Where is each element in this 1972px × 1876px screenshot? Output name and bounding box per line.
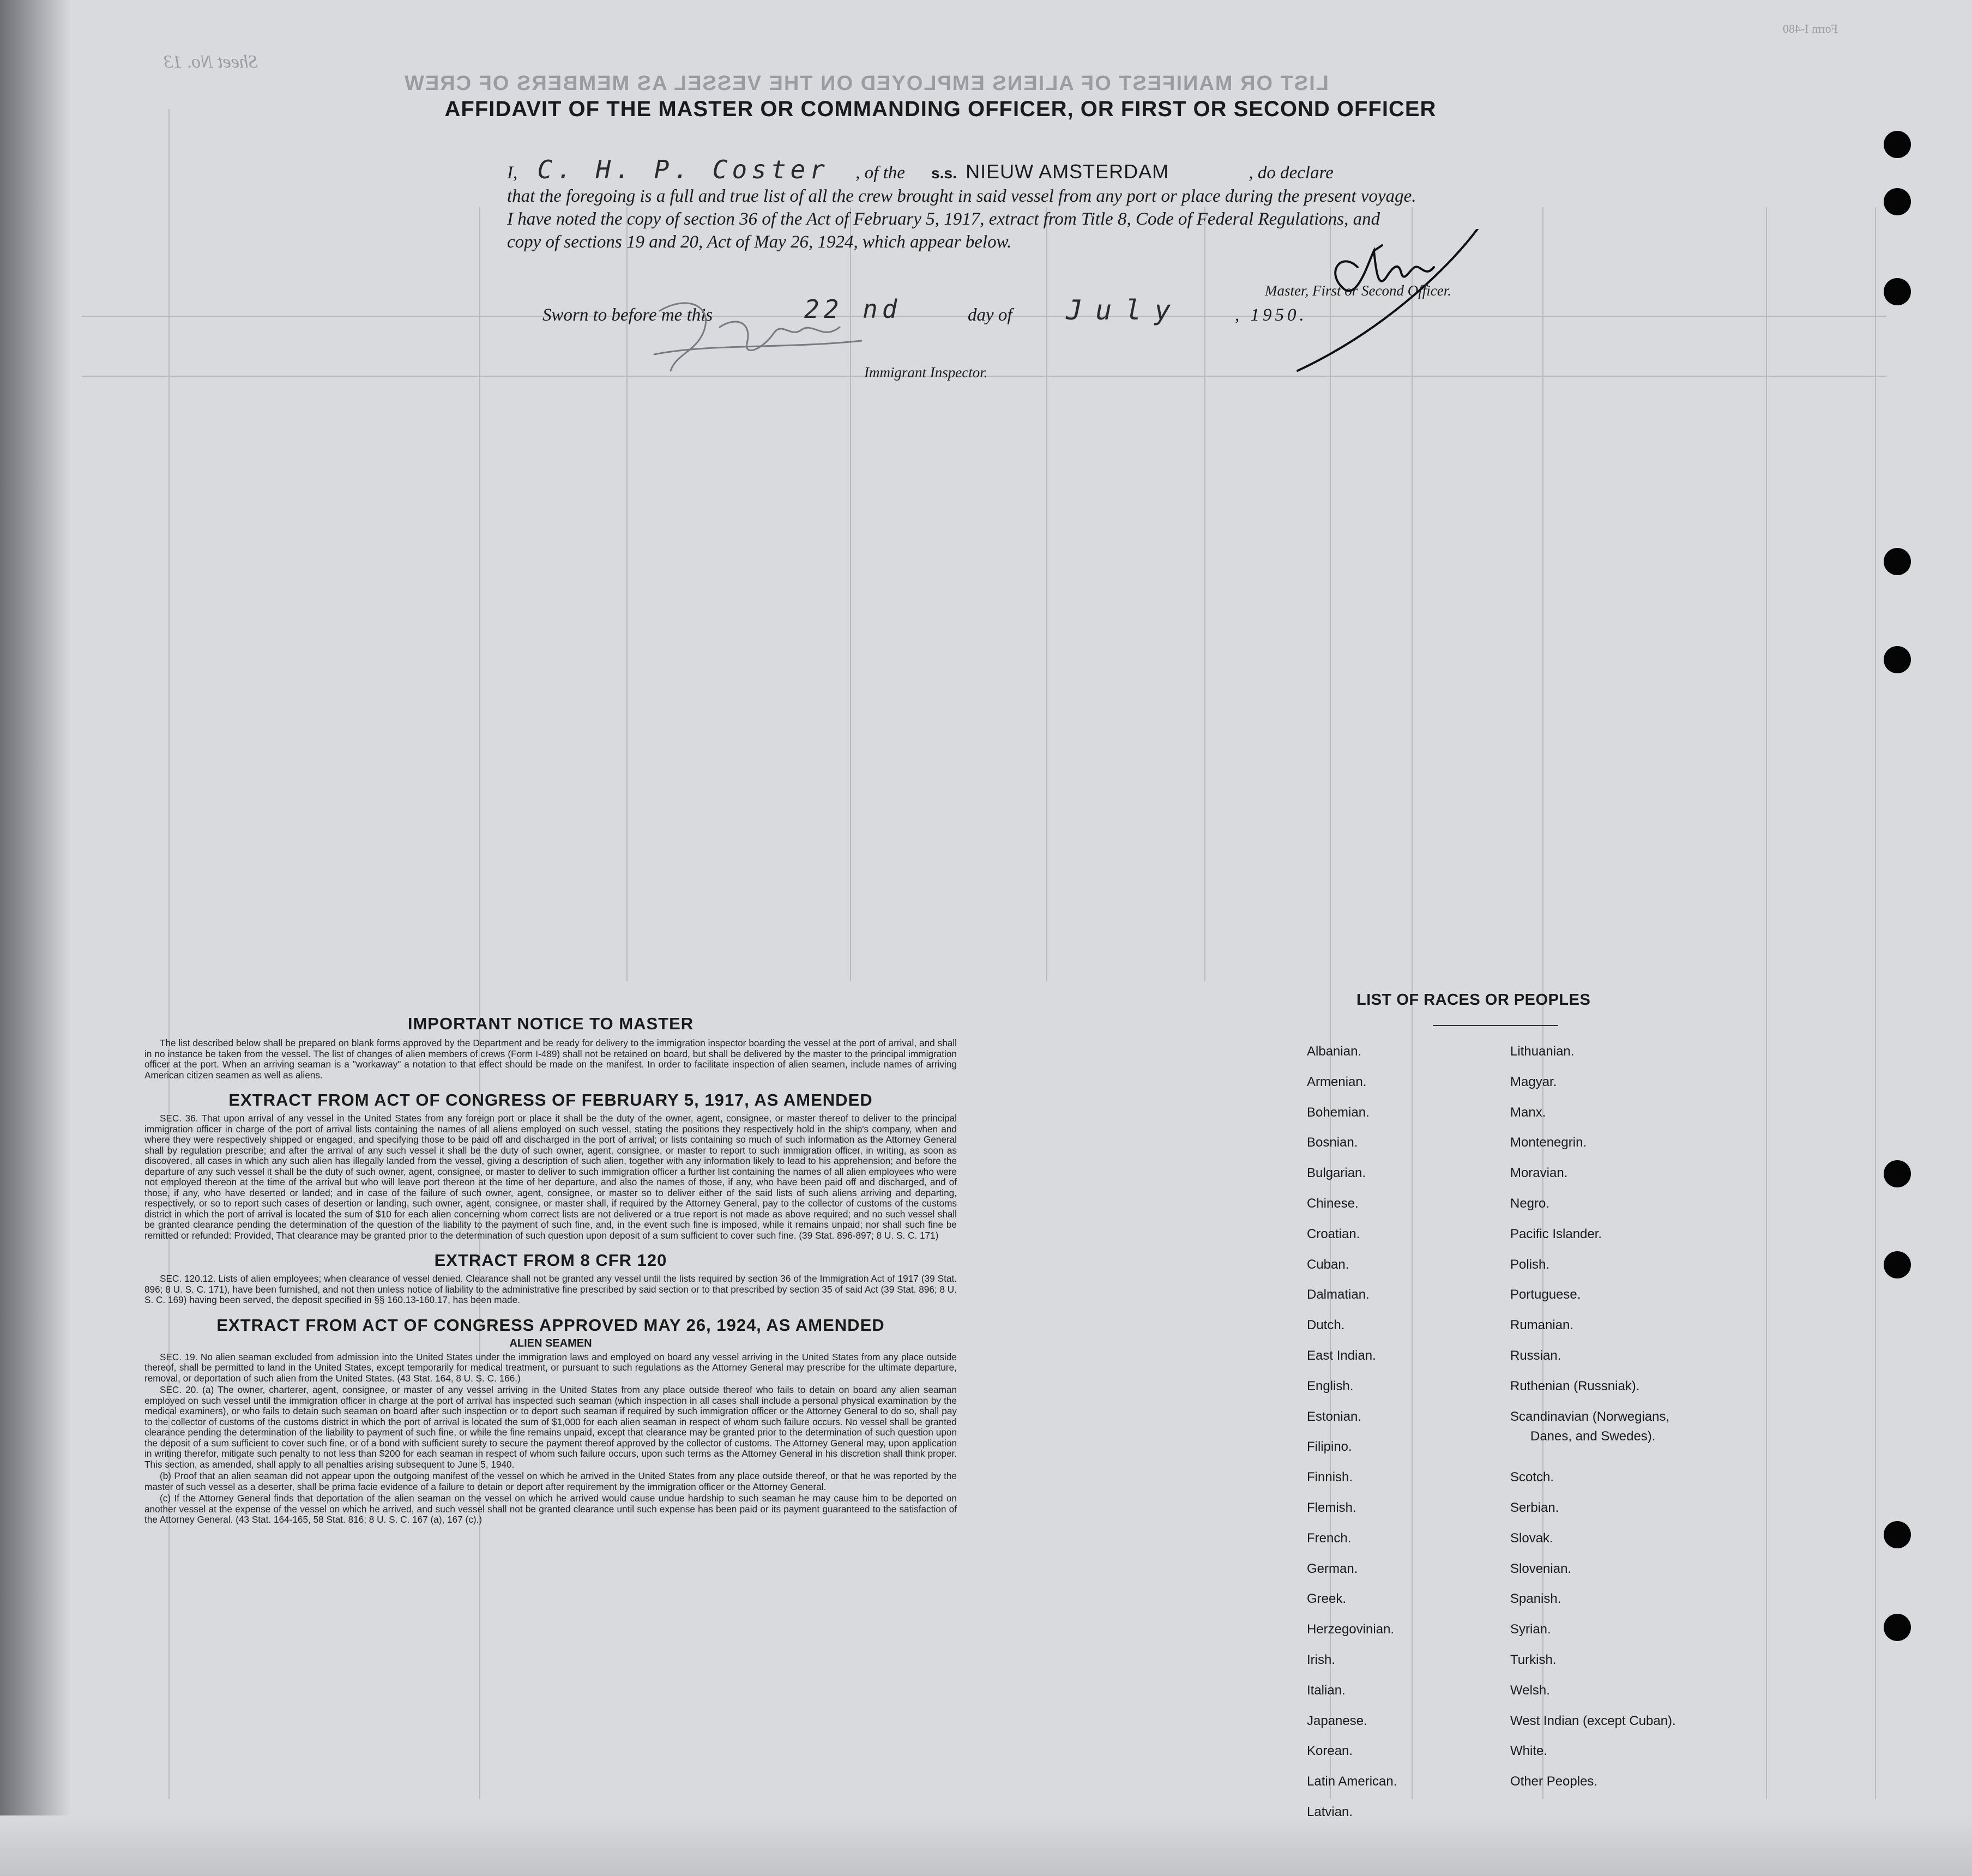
race-entry: Negro. [1510, 1196, 1550, 1211]
race-entry: Spanish. [1510, 1591, 1561, 1607]
extract-cfr-title: EXTRACT FROM 8 CFR 120 [434, 1251, 667, 1270]
punch-hole-8 [1884, 1521, 1911, 1548]
extract-1924-sec19: SEC. 19. No alien seaman excluded from admission into the United States under the immigration laws and employed on board any vessel arriving in the United States from any place outside thereof, shall be permitted to land in the United States, except temporarily for medical treatment, or pursuant to such regulations as the Attorney General may prescribe for the ultimate departure, removal, or deportation of such alien from the United States. (43 Stat. 164, 8 U. S. C. 166.) [144, 1351, 957, 1384]
race-entry: German. [1307, 1561, 1358, 1576]
month-value: July [1066, 294, 1184, 326]
race-entry: Portuguese. [1510, 1287, 1581, 1302]
race-entry: Turkish. [1510, 1652, 1557, 1667]
race-entry: Japanese. [1307, 1713, 1367, 1728]
race-entry: Armenian. [1307, 1074, 1367, 1089]
race-entry: Serbian. [1510, 1500, 1559, 1515]
race-entry: Dalmatian. [1307, 1287, 1370, 1302]
alien-seamen-subtitle: ALIEN SEAMEN [509, 1337, 592, 1349]
race-entry: Polish. [1510, 1257, 1550, 1272]
race-entry: Russian. [1510, 1348, 1561, 1363]
affidavit-line-2: that the foregoing is a full and true list of all the crew brought in said vessel from any port or place during the present voyage. [507, 186, 1416, 206]
race-entry: Albanian. [1307, 1044, 1362, 1059]
affidavit-line-1 [507, 155, 1505, 185]
race-entry: Dutch. [1307, 1318, 1345, 1333]
legal-notice-block [144, 1014, 957, 1527]
extract-1924-title: EXTRACT FROM ACT OF CONGRESS APPROVED MAY 26, 1924, AS AMENDED [216, 1315, 885, 1335]
vessel-prefix: s.s. [931, 165, 957, 182]
race-entry: Bulgarian. [1307, 1166, 1366, 1181]
punch-hole-3 [1884, 278, 1911, 305]
notice-body: The list described below shall be prepared on blank forms approved by the Department and be ready for delivery to the immigration inspector boarding the vessel at the port of arrival, and shall in no instance be taken from the vessel. The list of changes of alien members of crews (Form I-489) shall not be retained on board, but shall be delivered by the master to the principal immigration officer at the port. When an arriving seaman is a "workaway" a notation to that effect should be made on the manifest. In order to facilitate inspection of alien seamen, include names of arriving American citizen seamen as well as aliens. [144, 1037, 957, 1081]
races-title: LIST OF RACES OR PEOPLES [1356, 991, 1591, 1009]
punch-hole-5 [1884, 646, 1911, 673]
race-entry: Latin American. [1307, 1774, 1397, 1789]
punch-hole-6 [1884, 1160, 1911, 1187]
vessel-name: NIEUW AMSTERDAM [966, 160, 1169, 183]
race-entry: Scotch. [1510, 1470, 1554, 1485]
race-entry: Moravian. [1510, 1166, 1568, 1181]
race-entry: Welsh. [1510, 1682, 1550, 1698]
race-entry: Slovenian. [1510, 1561, 1572, 1576]
race-entry: Korean. [1307, 1744, 1353, 1759]
race-entry: Estonian. [1307, 1409, 1362, 1424]
race-entry: Italian. [1307, 1682, 1346, 1698]
race-entry: Greek. [1307, 1591, 1347, 1607]
ghost-form-number: Form I-480 [1783, 22, 1838, 35]
of-the-text: , of the [855, 163, 905, 183]
extract-1924-sec20c: (c) If the Attorney General finds that deportation of the alien seaman on the vessel on which he arrived would cause undue hardship to such seaman he may cause him to be deported on another vessel at the expense of the vessel on which he arrived, and such vessel shall not be granted clearance until such expense has been paid or its payment guaranteed to the satisfaction of the Attorney General. (43 Stat. 164-165, 58 Stat. 816; 8 U. S. C. 167 (a), 167 (c).) [144, 1493, 957, 1525]
race-entry: Flemish. [1307, 1500, 1356, 1515]
inspector-label: Immigrant Inspector. [864, 364, 988, 381]
extract-cfr-body: SEC. 120.12. Lists of alien employees; when clearance of vessel denied. Clearance shall not be granted any vessel until the lists required by section 36 of the Immigration Act of 1917 (39 Stat. 896; 8 U. S. C. 171), have been furnished, and not then unless notice of liability to the administrative fine prescribed by said section or to that prescribed by section 35 of said Act (39 Stat. 896; 8 U. S. C. 169) having been served, the deposit specified in §§ 160.13-160.17, has been made. [144, 1273, 957, 1305]
ghost-sheet-number: Sheet No. 13 [164, 52, 258, 72]
race-entry: Herzegovinian. [1307, 1622, 1395, 1637]
race-entry: Latvian. [1307, 1805, 1353, 1819]
master-label: Master, First or Second Officer. [1265, 282, 1451, 299]
race-entry: Filipino. [1307, 1439, 1352, 1455]
affidavit-pronoun: I, [507, 163, 518, 183]
race-entry: English. [1307, 1378, 1354, 1394]
race-entry: Bohemian. [1307, 1105, 1370, 1120]
race-entry: Other Peoples. [1510, 1774, 1598, 1789]
affidavit-line-4: copy of sections 19 and 20, Act of May 26, 1924, which appear below. [507, 232, 1012, 252]
race-entry: West Indian (except Cuban). [1510, 1713, 1676, 1728]
punch-hole-9 [1884, 1614, 1911, 1641]
master-signature [1292, 229, 1521, 382]
race-entry: Magyar. [1510, 1074, 1557, 1089]
race-entry: Montenegrin. [1510, 1135, 1587, 1150]
race-entry: Pacific Islander. [1510, 1226, 1602, 1241]
extract-1924-sec20b: (b) Proof that an alien seaman did not appear upon the outgoing manifest of the vessel on which he arrived in the United States from any place outside thereof, or that he was reported by the master of such vessel as a deserter, shall be prima facie evidence of a failure to detain or deport after requirement by the immigration officer or the Attorney General. [144, 1470, 957, 1492]
extract-1917-title: EXTRACT FROM ACT OF CONGRESS OF FEBRUARY 5, 1917, AS AMENDED [228, 1090, 873, 1109]
punch-hole-1 [1884, 131, 1911, 158]
declarant-name: C. H. P. Coster [537, 155, 829, 184]
race-entry: White. [1510, 1744, 1548, 1759]
affidavit-line-3: I have noted the copy of section 36 of the Act of February 5, 1917, extract from Title 8, Code of Federal Regulations, and [507, 209, 1380, 229]
day-of-text: day of [968, 305, 1012, 325]
punch-hole-4 [1884, 548, 1911, 575]
race-entry: Irish. [1307, 1652, 1336, 1667]
race-entry: Rumanian. [1510, 1318, 1574, 1333]
race-entry: Chinese. [1307, 1196, 1359, 1211]
day-value: 22 nd [804, 294, 902, 324]
races-title-rule [1433, 1025, 1558, 1026]
year-text: , 1950. [1235, 305, 1307, 325]
inspector-signature [643, 289, 872, 398]
race-entry: Ruthenian (Russniak). [1510, 1378, 1640, 1394]
extract-1917-body: SEC. 36. That upon arrival of any vessel in the United States from any foreign port or place it shall be the duty of the owner, agent, consignee, or master thereof to deliver to the principal immigration officer in charge of the port of arrival lists containing the names of all aliens employed on such vessel, stating the positions they respectively hold in the ship's company, when and where they were respectively shipped or engaged, and specifying those to be paid off and discharged in the port of arrival; or lists containing so much of such information as the Attorney General shall by regulation prescribe; and after the arrival of any such vessel it shall be the duty of such owner, agent, consignee, or master to report to such immigration officer, in writing, as soon as discovered, all cases in which any such alien has illegally landed from the vessel, giving a description of such alien, together with any information likely to lead to his apprehension; and before the departure of any such vessel it shall be the duty of such owner, agent, consignee, or master to deliver to such immigration officer a further list containing the names of all alien employees who were not employed thereon at the time of the arrival but who will leave port thereon at the time of her departure, and also the names of those, if any, who have been paid off and discharged, and of those, if any, who have deserted or landed; and in case of the failure of such owner, agent, consignee, or master so to deliver either of the said lists of such aliens arriving and departing, respectively, or so to report such cases of desertion or landing, such owner, agent, consignee, or master shall, if required by the Attorney General, pay to the collector of customs of the customs district in which the port of arrival is located the sum of $10 for each alien concerning whom correct lists are not delivered or a true report is not made as above required; and no such vessel shall be granted clearance pending the determination of the question of the liability to the payment of such fine, and, in the event such fine is imposed, while it remains unpaid; nor shall such fine be remitted or refunded: Provided, That clearance may be granted prior to the determination of such question upon deposit of a sum sufficient to cover such fine. (39 Stat. 896-897; 8 U. S. C. 171) [144, 1113, 957, 1241]
race-entry: Finnish. [1307, 1470, 1353, 1485]
sworn-text: Sworn to before me this [542, 305, 713, 325]
race-entry: Scandinavian (Norwegians, [1510, 1409, 1670, 1424]
race-entry: Syrian. [1510, 1622, 1551, 1637]
punch-hole-7 [1884, 1251, 1911, 1278]
notice-title: IMPORTANT NOTICE TO MASTER [407, 1014, 694, 1033]
race-entry: Danes, and Swedes). [1530, 1428, 1656, 1444]
race-entry: Lithuanian. [1510, 1044, 1575, 1059]
race-entry: Cuban. [1307, 1257, 1349, 1272]
do-declare-text: , do declare [1249, 163, 1334, 183]
punch-hole-2 [1884, 188, 1911, 215]
ghost-manifest-title: LIST OR MANIFEST OF ALIENS EMPLOYED ON THE VESSEL AS MEMBERS OF CREW [403, 72, 1329, 95]
extract-1924-sec20a: SEC. 20. (a) The owner, charterer, agent, consignee, or master of any vessel arriving in the United States from any place outside thereof who fails to detain on board any alien seaman employed on such vessel until the immigration officer in charge at the port of arrival has inspected such seaman (which inspection in all cases shall include a personal physical examination by the medical examiners), or who fails to detain such seaman on board after such inspection or to deport such seaman if required by such immigration officer or the Attorney General to do so, shall pay to the collector of customs of the customs district in which the port of arrival is located the sum of $1,000 for each alien seaman in respect of whom such failure occurs. No vessel shall be granted clearance pending the determination of the liability to payment of such fine, or while the fine remains unpaid, except that clearance may be granted prior to the determination of such question upon the deposit of a sum sufficient to cover such fine, or of a bond with sufficient surety to secure the payment thereof approved by the collector of customs. The Attorney General may, upon application in writing therefor, mitigate such penalty to not less than $200 for each seaman in respect of whom such failure occurs, upon such terms as the Attorney General in his discretion shall think proper. This section, as amended, shall apply to all penalties arising subsequent to June 5, 1940. [144, 1384, 957, 1470]
race-entry: Croatian. [1307, 1226, 1360, 1241]
race-entry: Manx. [1510, 1105, 1546, 1120]
race-entry: Slovak. [1510, 1530, 1553, 1546]
race-entry: East Indian. [1307, 1348, 1376, 1363]
race-entry: Bosnian. [1307, 1135, 1358, 1150]
race-entry: French. [1307, 1530, 1352, 1546]
affidavit-title: AFFIDAVIT OF THE MASTER OR COMMANDING OFFICER, OR FIRST OR SECOND OFFICER [444, 97, 1437, 121]
